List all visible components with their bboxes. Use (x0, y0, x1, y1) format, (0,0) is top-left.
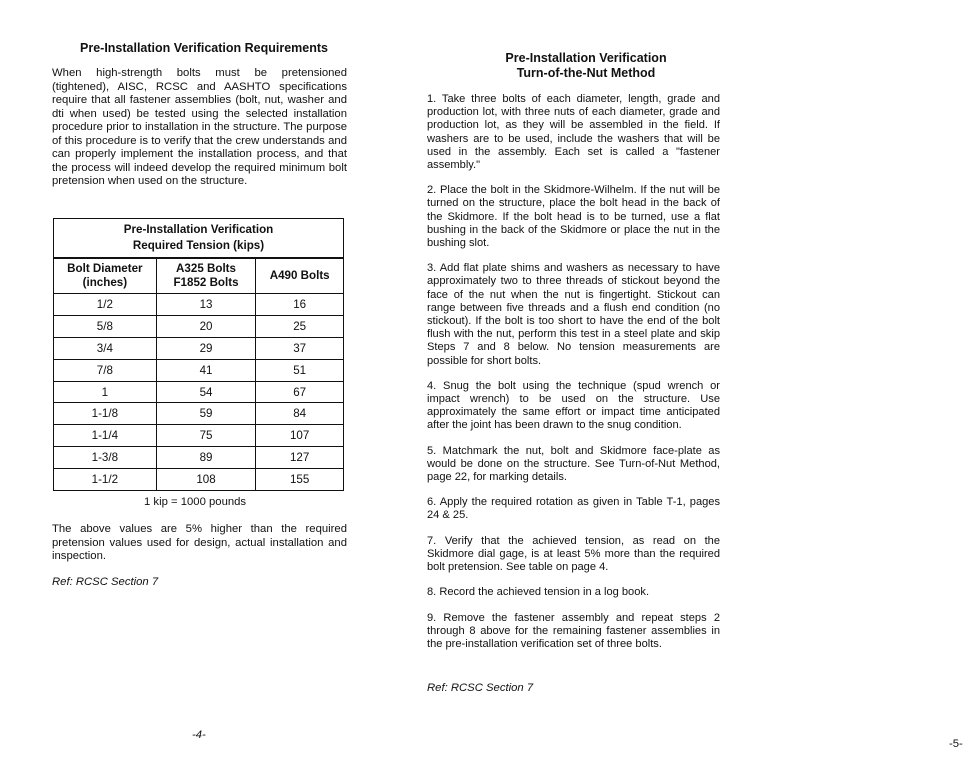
cell-diameter: 5/8 (54, 315, 157, 337)
cell-diameter: 1/2 (54, 294, 157, 316)
right-page-title (476, 51, 696, 81)
table-caption-line1: Pre-Installation Verification (123, 223, 274, 236)
cell-diameter: 7/8 (54, 359, 157, 381)
cell-a325: 75 (156, 425, 256, 447)
cell-a325: 59 (156, 403, 256, 425)
cell-a490: 127 (256, 447, 344, 469)
table-row (54, 447, 344, 469)
intro-paragraph: When high-strength bolts must be pretensioned (tightened), AISC, RCSC and AASHTO specifications require that all fastener assemblies (bolt, nut, washer and dti when used) be tested using the selected installation procedure prior to installation in the structure. The purpose of this procedure is to verify that the crew understands and can properly implement the installation process, and that the process will indeed develop the required minimum bolt pretension when used on the structure. (52, 67, 347, 187)
step-item: 1. Take three bolts of each diameter, length, grade and production lot, with three nuts of each diameter, grade and production lot, as they will be assembled in the field. If washers are to be used, include the washers that will be used in the assembly. Each set is called a "fastener assembly." (427, 93, 720, 172)
cell-diameter: 3/4 (54, 337, 157, 359)
table-caption (54, 219, 344, 259)
step-item: 5. Matchmark the nut, bolt and Skidmore face-plate as would be done on the structure. See Turn-of-Nut Method, page 22, for marking details. (427, 444, 720, 484)
kip-conversion-note: 1 kip = 1000 pounds (144, 496, 247, 508)
table-row (54, 294, 344, 316)
table-caption-line2: Required Tension (kips) (132, 239, 265, 252)
table-row (54, 359, 344, 381)
cell-a490: 84 (256, 403, 344, 425)
cell-diameter: 1 (54, 381, 157, 403)
step-item: 9. Remove the fastener assembly and repeat steps 2 through 8 above for the remaining fastener assemblies in the pre-installation verification set of three bolts. (427, 611, 720, 650)
column-header-bolt-diameter: Bolt Diameter (inches) (54, 258, 157, 294)
cell-a325: 29 (156, 337, 256, 359)
cell-a490: 107 (256, 425, 344, 447)
table-row (54, 403, 344, 425)
cell-a490: 155 (256, 469, 344, 491)
cell-a490: 51 (256, 359, 344, 381)
left-page (0, 0, 384, 766)
cell-diameter: 1-1/8 (54, 403, 157, 425)
right-reference: Ref: RCSC Section 7 (427, 682, 534, 694)
table-row (54, 425, 344, 447)
step-item: 3. Add flat plate shims and washers as necessary to have approximately two to three threads of stickout beyond the face of the nut when the nut is fingertight. Stickout can range between five threads and a flush end condition (no stickout). If the bolt is too short to have the end of the bolt flush with the nut, perform this test in a steel plate and skip Steps 7 and 8 below. No tension measurements are possible for short bolts. (427, 262, 720, 367)
step-item: 6. Apply the required rotation as given in Table T-1, pages 24 & 25. (427, 496, 720, 522)
step-item: 7. Verify that the achieved tension, as read on the Skidmore dial gage, is at least 5% more than the required bolt pretension. See table on page 4. (427, 534, 720, 574)
step-item: 2. Place the bolt in the Skidmore-Wilhelm. If the nut will be turned on the structure, place the bolt head in the back of the Skidmore. If the bolt head is to be turned, use a flat bushing in the back of the Skidmore or place the nut in the bushing slot. (427, 184, 720, 250)
cell-diameter: 1-3/8 (54, 447, 157, 469)
cell-a325: 108 (156, 469, 256, 491)
cell-a490: 16 (256, 294, 344, 316)
left-reference: Ref: RCSC Section 7 (52, 576, 159, 588)
cell-a325: 89 (156, 447, 256, 469)
cell-a325: 54 (156, 381, 256, 403)
right-title-line1: Pre-Installation Verification (505, 51, 667, 65)
cell-a325: 13 (156, 294, 256, 316)
cell-a490: 25 (256, 315, 344, 337)
cell-diameter: 1-1/2 (54, 469, 157, 491)
step-item: 4. Snug the bolt using the technique (spud wrench or impact wrench) to be used on the structure. Use approximately the same effort or impact time anticipated after the joint has been drawn to the snug condition. (427, 379, 720, 432)
required-tension-table (53, 218, 344, 491)
right-title-line2: Turn-of-the-Nut Method (516, 66, 656, 80)
table-row (54, 337, 344, 359)
step-item: 8. Record the achieved tension in a log book. (427, 586, 650, 599)
page-number-left: -4- (192, 729, 206, 741)
cell-a490: 37 (256, 337, 344, 359)
values-note-paragraph: The above values are 5% higher than the required pretension values used for design, actual installation and inspection. (52, 523, 347, 562)
procedure-steps (427, 93, 720, 663)
table-row (54, 315, 344, 337)
cell-diameter: 1-1/4 (54, 425, 157, 447)
table-row (54, 381, 344, 403)
right-page (384, 0, 963, 766)
column-header-a325: A325 Bolts F1852 Bolts (156, 258, 256, 294)
cell-a325: 41 (156, 359, 256, 381)
cell-a490: 67 (256, 381, 344, 403)
column-header-a490: A490 Bolts (256, 258, 344, 294)
left-page-title: Pre-Installation Verification Requirements (80, 41, 328, 55)
cell-a325: 20 (156, 315, 256, 337)
page-number-right: -5- (949, 738, 963, 750)
table-row (54, 469, 344, 491)
